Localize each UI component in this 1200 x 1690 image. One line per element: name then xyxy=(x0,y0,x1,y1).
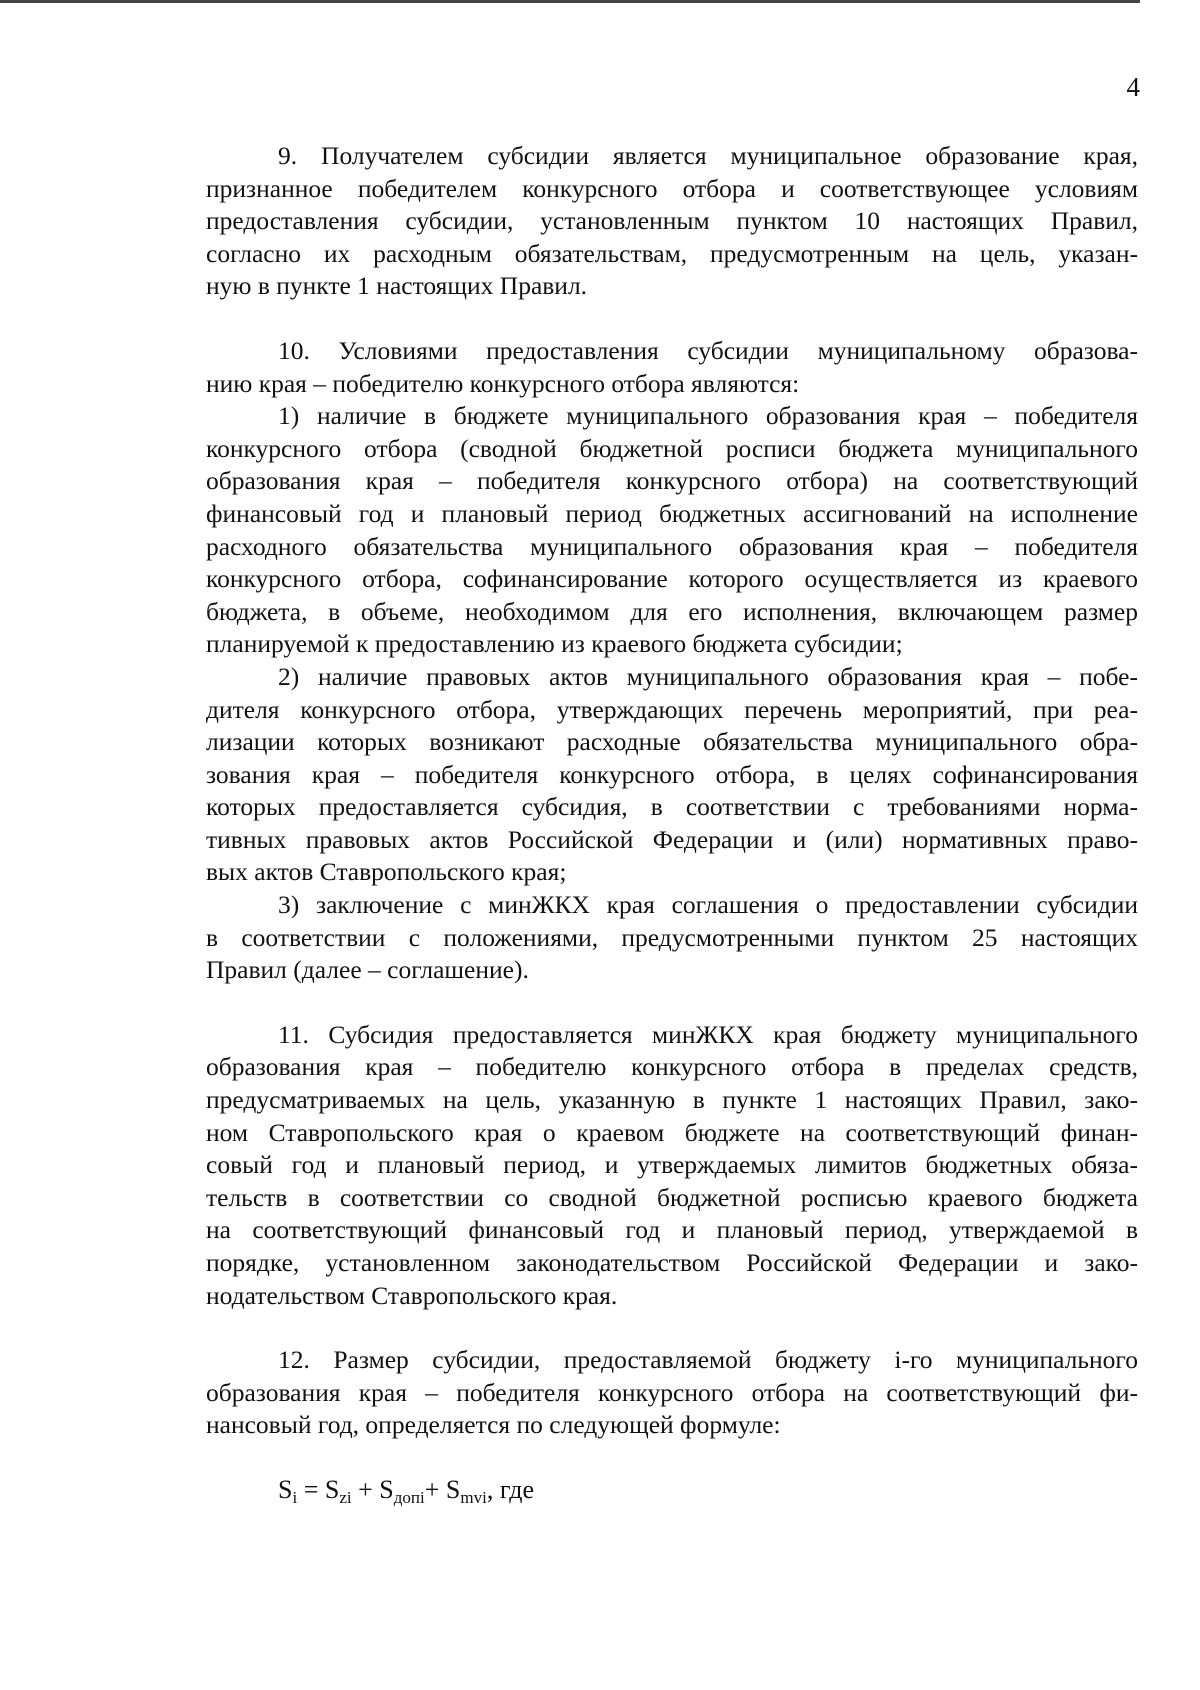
text-line: нодательством Ставропольского края. xyxy=(206,1280,618,1310)
text-line: ную в пункте 1 настоящих Правил. xyxy=(206,271,588,301)
text-line: 1) наличие в бюджете муниципального образования края – победителя xyxy=(278,401,1138,431)
formula-operator: + xyxy=(424,1474,446,1504)
text-line: тельств в соответствии со сводной бюджетной росписью краевого бюджета xyxy=(206,1182,1138,1212)
paragraph-gap xyxy=(206,987,1138,1019)
text-line: планируемой к предоставлению из краевого бюджета субсидии; xyxy=(206,629,903,659)
paragraph-10-item-3 xyxy=(206,889,1138,987)
formula-tail: , где xyxy=(486,1474,534,1504)
paragraph-10-item-2 xyxy=(206,661,1138,889)
paragraph-9 xyxy=(206,140,1138,303)
text-line: которых предоставляется субсидия, в соответствии с требованиями норма- xyxy=(206,792,1138,822)
text-line: дителя конкурсного отбора, утверждающих перечень мероприятий, при реа- xyxy=(206,694,1138,724)
formula-subscript: zi xyxy=(339,1487,352,1507)
text-line: зования края – победителя конкурсного отбора, в целях софинансирования xyxy=(206,759,1138,789)
document-body xyxy=(206,140,1138,1507)
formula-operator: = xyxy=(297,1474,325,1504)
text-line: тивных правовых актов Российской Федерации и (или) нормативных право- xyxy=(206,824,1138,854)
text-line: лизации которых возникают расходные обязательства муниципального обра- xyxy=(206,727,1138,757)
subsidy-formula xyxy=(206,1474,1138,1507)
page-number: 4 xyxy=(1126,72,1140,102)
formula-symbol: S xyxy=(278,1474,293,1504)
formula-subscript: mvi xyxy=(460,1487,487,1507)
text-line: нансовый год, определяется по следующей формуле: xyxy=(206,1410,781,1440)
text-line: на соответствующий финансовый год и плановый период, утверждаемой в xyxy=(206,1215,1138,1245)
text-line: согласно их расходным обязательствам, предусмотренным на цель, указан- xyxy=(206,238,1138,268)
text-line: образования края – победителю конкурсного отбора в пределах средств, xyxy=(206,1052,1138,1082)
paragraph-11 xyxy=(206,1019,1138,1312)
top-rule xyxy=(0,0,1140,3)
text-line: Правил (далее – соглашение). xyxy=(206,955,529,985)
text-line: предоставления субсидии, установленным пунктом 10 настоящих Правил, xyxy=(206,206,1138,236)
text-line: образования края – победителя конкурсного отбора на соответствующий фи- xyxy=(206,1377,1138,1407)
text-line: 12. Размер субсидии, предоставляемой бюджету i-го муниципального xyxy=(278,1345,1138,1375)
text-line: конкурсного отбора (сводной бюджетной росписи бюджета муниципального xyxy=(206,433,1138,463)
text-line: 9. Получателем субсидии является муниципальное образование края, xyxy=(278,141,1138,170)
text-line: предусматриваемых на цель, указанную в пункте 1 настоящих Правил, зако- xyxy=(206,1085,1138,1115)
paragraph-gap xyxy=(206,303,1138,335)
text-line: финансовый год и плановый период бюджетных ассигнований на исполнение xyxy=(206,498,1138,528)
formula-subscript: i xyxy=(292,1487,298,1507)
formula-subscript: допi xyxy=(393,1487,425,1507)
text-line: порядке, установленном законодательством Российской Федерации и зако- xyxy=(206,1248,1138,1277)
paragraph-10-item-1 xyxy=(206,400,1138,661)
formula-operator: + xyxy=(351,1474,380,1504)
text-line: 2) наличие правовых актов муниципального образования края – побе- xyxy=(278,661,1138,691)
paragraph-10 xyxy=(206,335,1138,400)
text-line: бюджета, в объеме, необходимом для его исполнения, включающем размер xyxy=(206,596,1138,626)
paragraph-gap xyxy=(206,1312,1138,1344)
formula-symbol: S xyxy=(324,1474,340,1504)
text-line: в соответствии с положениями, предусмотренными пунктом 25 настоящих xyxy=(206,922,1138,952)
text-line: 3) заключение с минЖКХ края соглашения о предоставлении субсидии xyxy=(278,890,1138,920)
text-line: признанное победителем конкурсного отбора и соответствующее условиям xyxy=(206,173,1138,203)
paragraph-12 xyxy=(206,1344,1138,1442)
text-line: конкурсного отбора, софинансирование которого осуществляется из краевого xyxy=(206,564,1138,594)
text-line: вых актов Ставропольского края; xyxy=(206,857,567,887)
text-line: 10. Условиями предоставления субсидии муниципальному образова- xyxy=(278,335,1138,365)
text-line: ном Ставропольского края о краевом бюджете на соответствующий финан- xyxy=(206,1117,1138,1147)
text-line: образования края – победителя конкурсного отбора) на соответствующий xyxy=(206,466,1138,496)
formula-symbol: S xyxy=(379,1474,394,1504)
formula-symbol: S xyxy=(445,1474,461,1504)
text-line: совый год и плановый период, и утверждаемых лимитов бюджетных обяза- xyxy=(206,1150,1138,1180)
text-line: 11. Субсидия предоставляется минЖКХ края бюджету муниципального xyxy=(278,1019,1138,1049)
text-line: расходного обязательства муниципального образования края – победителя xyxy=(206,531,1138,561)
text-line: нию края – победителю конкурсного отбора являются: xyxy=(206,368,800,398)
